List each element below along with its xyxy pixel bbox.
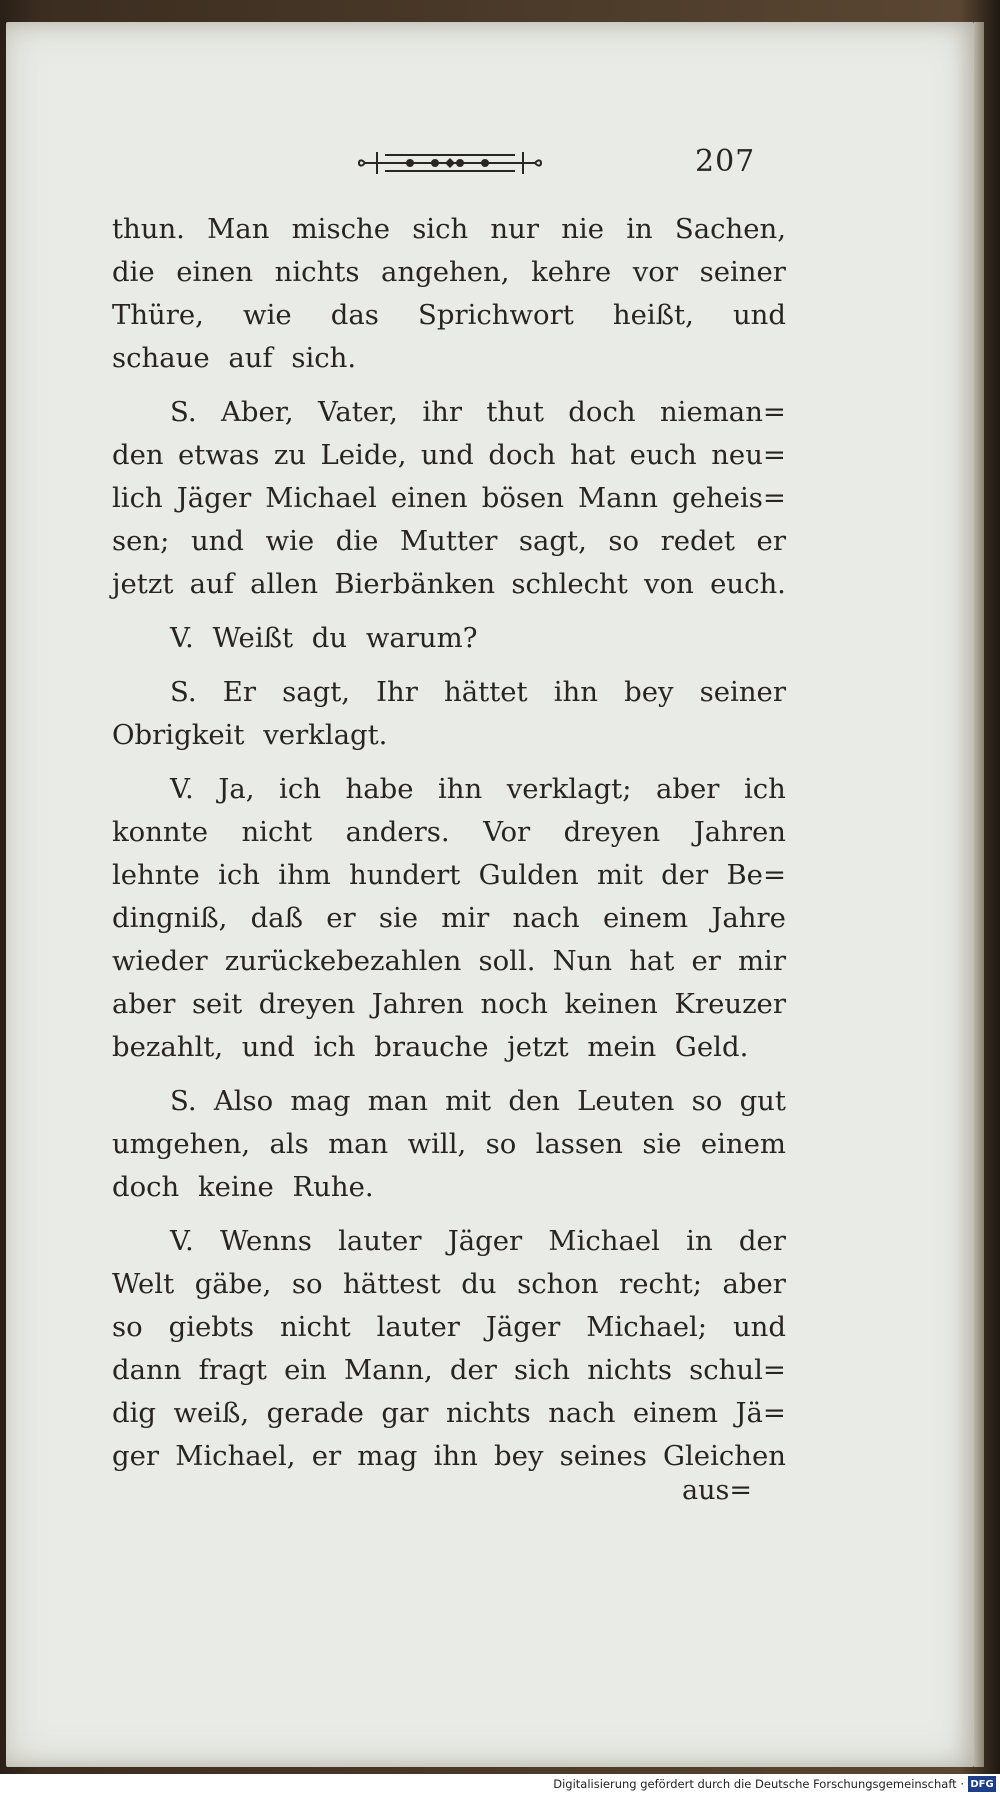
word: einen	[176, 256, 254, 288]
word: mag	[357, 1440, 418, 1472]
word: das	[330, 299, 379, 331]
text-line	[112, 1123, 786, 1166]
word: V.	[170, 773, 194, 805]
word: er	[691, 945, 721, 977]
text-line	[112, 251, 786, 294]
word: soll.	[478, 945, 536, 977]
word: nach	[548, 1397, 616, 1429]
text-line	[112, 811, 786, 854]
text-line	[112, 983, 786, 1026]
word: lassen	[535, 1128, 623, 1160]
word: und	[732, 1311, 786, 1343]
word: in	[686, 1225, 713, 1257]
word: als	[269, 1128, 309, 1160]
text-line	[112, 208, 786, 251]
word: gerade	[266, 1397, 364, 1429]
word: einem	[700, 1128, 786, 1160]
word: bey	[624, 676, 674, 708]
word: lauter	[338, 1225, 422, 1257]
word: gut	[739, 1085, 786, 1117]
word: fragt	[198, 1354, 267, 1386]
footer-credit-text: Digitalisierung gefördert durch die Deutsche Forschungsgemeinschaft ·	[553, 1777, 964, 1791]
word: ihn	[438, 773, 483, 805]
word: keinen	[564, 988, 658, 1020]
word: mir	[737, 945, 786, 977]
word: schul=	[689, 1354, 786, 1386]
word: dingniß,	[112, 902, 228, 934]
word: schlecht	[511, 568, 628, 600]
word: bey	[493, 1440, 544, 1472]
word: neu=	[711, 439, 786, 471]
word: aber	[722, 1268, 786, 1300]
text-line	[112, 617, 786, 660]
text-line	[112, 337, 786, 380]
word: zu	[273, 439, 307, 471]
word: allen	[250, 568, 319, 600]
text-line	[112, 434, 786, 477]
word: ihm	[278, 859, 331, 891]
text-line	[112, 1306, 786, 1349]
word: Michael	[548, 1225, 660, 1257]
word: und	[190, 525, 244, 557]
word: Jahren	[693, 816, 786, 848]
word: Ja,	[218, 773, 255, 805]
word: wieder	[112, 945, 208, 977]
word: hättest	[343, 1268, 441, 1300]
text-line	[112, 714, 786, 757]
word: nieman=	[659, 396, 786, 428]
word: umgehen,	[112, 1128, 251, 1160]
word: angehen,	[381, 256, 510, 288]
word: kehre	[531, 256, 612, 288]
word: Gulden	[478, 859, 579, 891]
word: mit	[596, 859, 643, 891]
word: Mann	[578, 482, 659, 514]
word: er	[311, 1440, 342, 1472]
word: geheis=	[672, 482, 786, 514]
word: Vater,	[318, 396, 398, 428]
word: Leuten	[577, 1085, 675, 1117]
word: so	[485, 1128, 517, 1160]
word: schon	[517, 1268, 599, 1300]
word: Sachen,	[674, 213, 786, 245]
word: der	[449, 1354, 497, 1386]
word: lehnte	[112, 859, 200, 891]
word: und	[732, 299, 786, 331]
word: nichts	[587, 1354, 672, 1386]
text-line	[112, 391, 786, 434]
word: die	[112, 256, 155, 288]
line-text: bezahlt, und ich brauche jetzt mein Geld.	[112, 1031, 749, 1063]
word: Michael;	[586, 1311, 708, 1343]
word: S.	[170, 676, 197, 708]
word: Sprichwort	[418, 299, 574, 331]
word: mir	[441, 902, 490, 934]
word: daß	[250, 902, 303, 934]
word: konnte	[112, 816, 208, 848]
printer-ornament-icon	[355, 146, 545, 180]
word: Wenns	[220, 1225, 312, 1257]
catchword: aus=	[682, 1475, 752, 1506]
word: verklagt;	[506, 773, 632, 805]
text-line	[112, 1080, 786, 1123]
word: seit	[191, 988, 243, 1020]
line-text: Obrigkeit verklagt.	[112, 719, 388, 751]
word: ich	[279, 773, 321, 805]
word: so	[112, 1311, 143, 1343]
word: dreyen	[258, 988, 356, 1020]
text-line	[112, 563, 786, 606]
word: wie	[243, 299, 292, 331]
text-line	[112, 671, 786, 714]
word: auf	[189, 568, 234, 600]
digitization-footer	[0, 1774, 1000, 1795]
word: hat	[629, 945, 675, 977]
word: Jahren	[371, 988, 465, 1020]
word: von	[644, 568, 694, 600]
word: sie	[378, 902, 419, 934]
word: doch	[568, 396, 636, 428]
word: Kreuzer	[674, 988, 786, 1020]
word: mische	[291, 213, 390, 245]
word: giebts	[168, 1311, 255, 1343]
word: seiner	[699, 676, 786, 708]
word: S.	[170, 1085, 197, 1117]
text-line	[112, 854, 786, 897]
text-line	[112, 1435, 786, 1478]
word: Aber,	[221, 396, 294, 428]
page-header-ornament	[350, 145, 550, 181]
word: so	[608, 525, 640, 557]
word: er	[756, 525, 786, 557]
word: dig	[112, 1397, 157, 1429]
word: gar	[381, 1397, 429, 1429]
word: und	[420, 439, 474, 471]
page-body-text	[112, 208, 786, 1478]
word: redet	[660, 525, 735, 557]
word: Jäger	[447, 1225, 523, 1257]
word: aber	[112, 988, 176, 1020]
word: ich	[218, 859, 261, 891]
word: hat	[570, 439, 616, 471]
word: man	[367, 1085, 428, 1117]
word: Welt	[112, 1268, 175, 1300]
word: lich	[112, 482, 163, 514]
word: S.	[170, 396, 197, 428]
word: gäbe,	[194, 1268, 272, 1300]
word: Thüre,	[112, 299, 204, 331]
word: dreyen	[563, 816, 661, 848]
word: jetzt	[112, 568, 174, 600]
text-line	[112, 1026, 786, 1069]
word: ich	[743, 773, 786, 805]
word: euch.	[710, 568, 786, 600]
word: heißt,	[612, 299, 694, 331]
word: hundert	[349, 859, 461, 891]
word: Michael	[265, 482, 377, 514]
word: seiner	[699, 256, 786, 288]
word: noch	[480, 988, 548, 1020]
text-line	[112, 897, 786, 940]
word: nach	[512, 902, 580, 934]
word: nie	[561, 213, 604, 245]
word: mit	[445, 1085, 492, 1117]
text-line	[112, 768, 786, 811]
word: nichts	[274, 256, 360, 288]
text-line	[112, 1392, 786, 1435]
word: vor	[632, 256, 678, 288]
word: Er	[222, 676, 256, 708]
word: einem	[632, 1397, 719, 1429]
word: anders.	[345, 816, 450, 848]
word: ein	[284, 1354, 327, 1386]
word: aber	[656, 773, 720, 805]
word: bösen	[481, 482, 564, 514]
word: recht;	[619, 1268, 702, 1300]
text-line	[112, 520, 786, 563]
word: einen	[390, 482, 468, 514]
word: den	[508, 1085, 560, 1117]
word: thut	[486, 396, 544, 428]
line-text: doch keine Ruhe.	[112, 1171, 374, 1203]
word: Jäger	[485, 1311, 561, 1343]
text-line	[112, 1263, 786, 1306]
line-text: V. Weißt du warum?	[170, 622, 478, 654]
word: Michael,	[175, 1440, 296, 1472]
line-text: schaue auf sich.	[112, 342, 357, 374]
text-line	[112, 940, 786, 983]
word: sagt,	[518, 525, 587, 557]
word: etwas	[178, 439, 260, 471]
text-line	[112, 294, 786, 337]
word: Nun	[552, 945, 613, 977]
word: Man	[207, 213, 270, 245]
text-line	[112, 1220, 786, 1263]
word: weiß,	[173, 1397, 250, 1429]
word: Gleichen	[663, 1440, 786, 1472]
word: sich	[514, 1354, 571, 1386]
word: ger	[112, 1440, 160, 1472]
word: Mann,	[344, 1354, 433, 1386]
word: nichts	[445, 1397, 531, 1429]
word: mag	[290, 1085, 351, 1117]
word: dann	[112, 1354, 182, 1386]
word: Be=	[726, 859, 786, 891]
word: so	[291, 1268, 323, 1300]
word: sich	[412, 213, 469, 245]
word: Vor	[483, 816, 531, 848]
word: den	[112, 439, 164, 471]
word: der	[738, 1225, 786, 1257]
word: seines	[559, 1440, 647, 1472]
word: ihn	[553, 676, 598, 708]
word: hättet	[444, 676, 528, 708]
word: thun.	[112, 213, 185, 245]
word: nur	[490, 213, 539, 245]
word: der	[661, 859, 709, 891]
word: die	[335, 525, 379, 557]
word: euch	[629, 439, 697, 471]
word: Ihr	[376, 676, 418, 708]
word: lauter	[376, 1311, 460, 1343]
word: einem	[603, 902, 689, 934]
text-line	[112, 1166, 786, 1209]
word: sie	[642, 1128, 682, 1160]
dfg-logo-icon: DFG	[968, 1776, 996, 1792]
word: sagt,	[282, 676, 351, 708]
word: ihr	[422, 396, 462, 428]
word: wie	[265, 525, 315, 557]
word: ihn	[433, 1440, 478, 1472]
word: du	[461, 1268, 497, 1300]
word: man	[328, 1128, 389, 1160]
word: Jahre	[711, 902, 786, 934]
word: sen;	[112, 525, 170, 557]
word: Jä=	[735, 1397, 786, 1429]
word: nicht	[279, 1311, 351, 1343]
word: V.	[170, 1225, 194, 1257]
word: in	[626, 213, 653, 245]
word: er	[326, 902, 356, 934]
word: Also	[213, 1085, 274, 1117]
word: Leide,	[320, 439, 407, 471]
text-line	[112, 1349, 786, 1392]
word: so	[691, 1085, 723, 1117]
word: doch	[488, 439, 556, 471]
word: will,	[407, 1128, 467, 1160]
word: habe	[345, 773, 414, 805]
page-number: 207	[695, 144, 756, 179]
text-line	[112, 477, 786, 520]
page-edge	[974, 22, 984, 1767]
word: zurückebezahlen	[224, 945, 462, 977]
word: nicht	[241, 816, 313, 848]
word: Jäger	[176, 482, 252, 514]
word: Mutter	[399, 525, 498, 557]
word: Bierbänken	[334, 568, 496, 600]
